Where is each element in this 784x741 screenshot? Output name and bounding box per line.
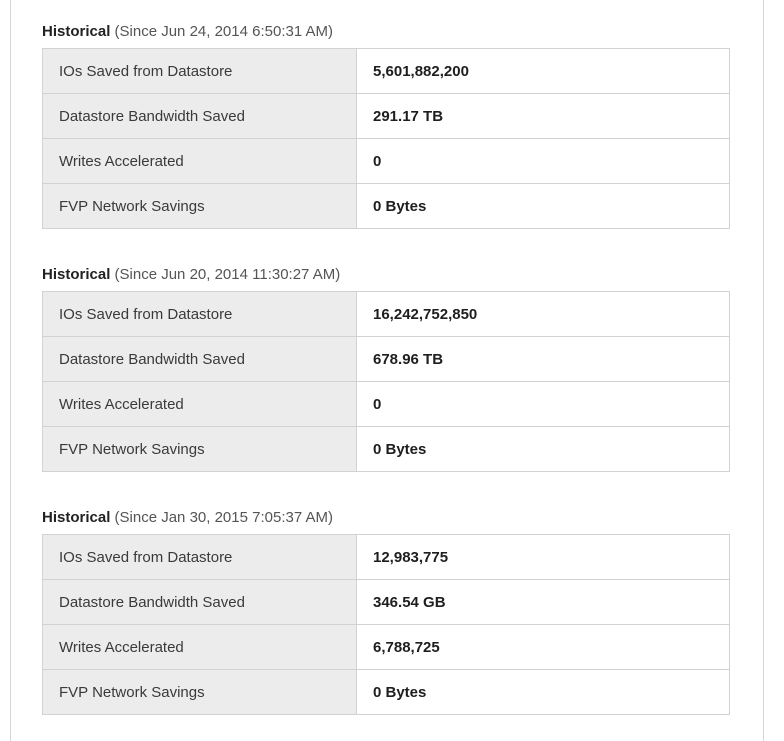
row-value: 12,983,775 xyxy=(357,535,730,580)
row-value: 346.54 GB xyxy=(357,580,730,625)
section-title: Historical xyxy=(42,23,111,40)
table-row xyxy=(43,427,730,472)
row-value: 0 Bytes xyxy=(357,184,730,229)
row-label: FVP Network Savings xyxy=(43,184,357,229)
row-label: Datastore Bandwidth Saved xyxy=(43,94,357,139)
stats-table xyxy=(42,534,730,715)
historical-section-2 xyxy=(42,265,730,472)
row-value: 0 Bytes xyxy=(357,670,730,715)
section-title: Historical xyxy=(42,266,111,283)
section-since-date: (Since Jun 20, 2014 11:30:27 AM) xyxy=(114,266,341,283)
section-title: Historical xyxy=(42,509,111,526)
historical-section-3 xyxy=(42,508,730,715)
table-row xyxy=(43,94,730,139)
row-label: Datastore Bandwidth Saved xyxy=(43,337,357,382)
row-value: 291.17 TB xyxy=(357,94,730,139)
section-since-date: (Since Jan 30, 2015 7:05:37 AM) xyxy=(114,509,334,526)
section-header xyxy=(42,265,730,285)
table-row xyxy=(43,337,730,382)
table-row xyxy=(43,625,730,670)
table-row xyxy=(43,670,730,715)
row-label: Writes Accelerated xyxy=(43,139,357,184)
row-label: Writes Accelerated xyxy=(43,382,357,427)
section-header xyxy=(42,22,730,42)
row-value: 0 xyxy=(357,139,730,184)
row-label: IOs Saved from Datastore xyxy=(43,49,357,94)
row-value: 5,601,882,200 xyxy=(357,49,730,94)
table-row xyxy=(43,139,730,184)
section-header xyxy=(42,508,730,528)
row-label: IOs Saved from Datastore xyxy=(43,535,357,580)
row-value: 16,242,752,850 xyxy=(357,292,730,337)
stats-table xyxy=(42,291,730,472)
table-row xyxy=(43,292,730,337)
row-label: FVP Network Savings xyxy=(43,670,357,715)
row-label: FVP Network Savings xyxy=(43,427,357,472)
row-value: 0 Bytes xyxy=(357,427,730,472)
row-label: Datastore Bandwidth Saved xyxy=(43,580,357,625)
row-value: 0 xyxy=(357,382,730,427)
table-row xyxy=(43,580,730,625)
stats-table xyxy=(42,48,730,229)
historical-section-1 xyxy=(42,22,730,229)
row-value: 6,788,725 xyxy=(357,625,730,670)
table-row xyxy=(43,49,730,94)
table-row xyxy=(43,535,730,580)
row-value: 678.96 TB xyxy=(357,337,730,382)
section-since-date: (Since Jun 24, 2014 6:50:31 AM) xyxy=(114,23,334,40)
row-label: IOs Saved from Datastore xyxy=(43,292,357,337)
table-row xyxy=(43,184,730,229)
row-label: Writes Accelerated xyxy=(43,625,357,670)
table-row xyxy=(43,382,730,427)
